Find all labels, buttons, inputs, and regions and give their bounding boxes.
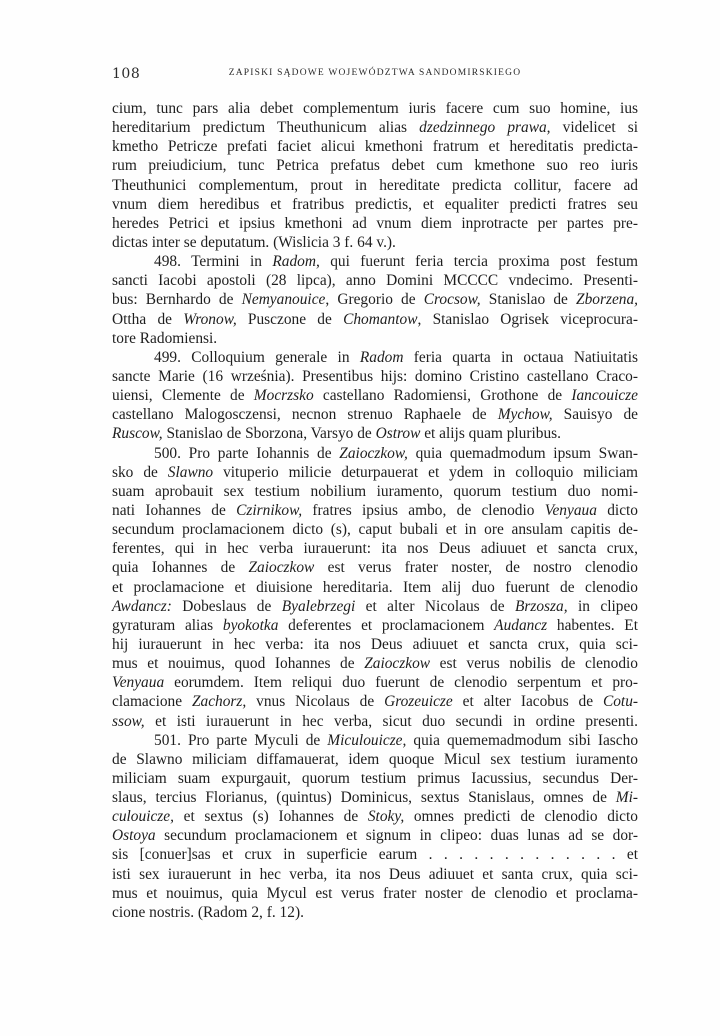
italic-name: Radom <box>359 348 404 366</box>
text-segment: secundum proclamacionem et signum in clipeo: duas lunas ad se dor- <box>155 827 638 845</box>
text-line <box>112 463 638 482</box>
text-segment: est verus nobilis de clenodio <box>430 655 638 673</box>
italic-name: Mocrzsko <box>253 387 314 405</box>
text-line <box>112 482 638 501</box>
text-segment: nati Iohannes de <box>112 501 237 519</box>
text-segment: uiensi, Clemente de <box>112 387 254 405</box>
text-segment: de Slawno miliciam diffamauerat, idem quoque Micul sex testium iuramento <box>112 750 638 768</box>
text-segment: sko de <box>112 463 168 481</box>
text-line <box>112 195 638 214</box>
italic-name: Byalebrzegi <box>281 597 356 615</box>
italic-name: Grozeuicze <box>384 693 453 711</box>
italic-name: Zborzena, <box>576 291 639 309</box>
text-segment: rum preiudicium, tunc Petrica prefatus debet cum kmethone suo reo iuris <box>112 157 638 175</box>
italic-name: Zaioczkow <box>248 559 315 577</box>
text-segment: miliciam suam expurgauit, quorum testium primus Iacussius, secundus Der- <box>112 769 638 787</box>
italic-name: Ostoya <box>112 827 156 845</box>
italic-name: Zachorz, <box>191 693 247 711</box>
italic-name: Venyaua <box>112 674 165 692</box>
text-segment: 498. Termini in <box>154 253 273 271</box>
text-segment: hij iurauerunt in hec verba: ita nos Deus adiuuet et sancta crux, quia sci- <box>112 635 638 653</box>
text-segment: est verus frater noster, de nostro clenodio <box>314 559 638 577</box>
text-line <box>112 310 638 329</box>
text-segment: vnum diem heredibus et fratribus predictis, et equaliter predicti fratres seu <box>112 195 638 213</box>
text-line <box>112 444 638 463</box>
text-line <box>112 233 638 252</box>
text-segment: videlicet si <box>550 119 638 137</box>
text-line <box>112 807 638 826</box>
text-line <box>112 865 638 884</box>
text-segment: 500. Pro parte Iohannis de <box>154 444 340 462</box>
text-segment: mus et nouimus, quia Mycul est verus frater noster de clenodio et proclama- <box>112 884 638 902</box>
text-segment: Theuthunici complementum, prout in hereditate predicta collitur, facere ad <box>112 176 638 194</box>
text-segment: deferentes et proclamacionem <box>278 616 495 634</box>
text-segment: gyraturam alias <box>112 616 223 634</box>
text-segment: , Stanislao Ogrisek viceprocura- <box>417 310 638 328</box>
text-segment: vituperio milicie deturpauerat et ydem in colloquio miliciam <box>213 463 638 481</box>
text-segment: eorumdem. Item reliqui duo fuerunt de clenodio serpentum et pro- <box>164 674 638 692</box>
text-segment: fratres ipsius ambo, de clenodio <box>302 501 545 519</box>
italic-name: Venyaua <box>544 501 597 519</box>
text-line <box>112 271 638 290</box>
text-segment: kmetho Petricze prefati faciet alicui kmethoni fratrum et hereditatis predicta- <box>112 138 638 156</box>
body-text <box>112 99 638 922</box>
text-line <box>112 348 638 367</box>
text-line <box>112 137 638 156</box>
text-line <box>112 501 638 520</box>
italic-name: Wronow, <box>183 310 237 328</box>
text-line <box>112 424 638 443</box>
text-segment: et alter Nicolaus de <box>355 597 515 615</box>
text-line <box>112 176 638 195</box>
text-segment: , Gregorio de <box>325 291 424 309</box>
text-segment: castellano Malogosczensi, necnon strenuo Raphaele de <box>112 406 498 424</box>
text-segment: cium, tunc pars alia debet complementum iuris facere cum suo homine, ius <box>112 100 638 117</box>
italic-name: Radom, <box>272 253 320 271</box>
text-segment: sancte Marie (16 września). Presentibus hijs: domino Cristino castellano Craco- <box>112 367 638 385</box>
text-segment: sis [conuer]sas et crux in superficie earum . . . . . . . . . . . . . et <box>112 846 638 864</box>
text-segment: 499. Colloquium generale in <box>154 348 360 366</box>
italic-name: Ostrow <box>375 425 421 443</box>
text-segment: secundum proclamacionem dicto (s), caput bubali et in ore ansulam capitis de- <box>112 521 638 539</box>
text-line <box>112 252 638 271</box>
text-line <box>112 520 638 539</box>
italic-name: ssow, <box>112 712 145 730</box>
italic-name: Crocsow, <box>423 291 481 309</box>
italic-name: Mi- <box>615 789 638 807</box>
italic-name: Nemyanouice <box>241 291 326 309</box>
text-segment: sancti Iacobi apostoli (28 lipca), anno Domini MCCCC vndecimo. Presenti- <box>112 272 638 290</box>
text-line <box>112 367 638 386</box>
text-segment: quia Iohannes de <box>112 559 249 577</box>
text-segment: quia quemadmodum ipsum Swan- <box>407 444 638 462</box>
text-line <box>112 405 638 424</box>
text-segment: 501. Pro parte Myculi de <box>154 731 328 749</box>
text-line <box>112 712 638 731</box>
text-segment: vnus Nicolaus de <box>246 693 385 711</box>
text-line <box>112 654 638 673</box>
text-line <box>112 769 638 788</box>
italic-name: Zaioczkow <box>364 655 431 673</box>
italic-name: Stoky, <box>367 808 405 826</box>
italic-name: dzedzinnego prawa, <box>419 119 551 137</box>
text-line <box>112 156 638 175</box>
text-segment: et alijs quam pluribus. <box>420 425 562 443</box>
text-segment: heredes Petrici et ipsius kmethoni ad vnum diem inprotracte per partes pre- <box>112 214 638 232</box>
text-segment: quia quememadmodum sibi Iascho <box>406 731 639 749</box>
italic-name: Chomantow <box>343 310 418 328</box>
text-segment: suam aprobauit sex testium nobilium iuramento, quorum testium duo nomi- <box>112 482 638 500</box>
text-segment: Pusczone de <box>236 310 344 328</box>
text-line <box>112 788 638 807</box>
text-line <box>112 826 638 845</box>
text-segment: castellano Radomiensi, Grothone de <box>313 387 572 405</box>
text-segment: feria quarta in octaua Natiuitatis <box>403 348 638 366</box>
page-header <box>112 66 638 86</box>
text-line <box>112 731 638 750</box>
text-line <box>112 578 638 597</box>
text-segment: et sextus (s) Iohannes de <box>173 808 368 826</box>
italic-name: Ruscow, <box>112 425 163 443</box>
italic-name: Miculouicze, <box>327 731 407 749</box>
text-line <box>112 845 638 864</box>
italic-name: culouicze, <box>112 808 174 826</box>
text-line <box>112 290 638 309</box>
text-segment: et isti iurauerunt in hec verba, sicut duo secundi in ordine presenti. <box>144 712 638 730</box>
text-segment: Stanislao de Sborzona, Varsyo de <box>162 425 376 443</box>
text-segment: hereditarium predictum Theuthunicum alias <box>112 119 420 137</box>
text-segment: Dobeslaus de <box>171 597 282 615</box>
italic-name: Awdancz: <box>112 597 172 615</box>
text-segment: dictas inter se deputatum. (Wislicia 3 f. 64 v.). <box>112 233 396 251</box>
text-segment: cione nostris. (Radom 2, f. 12). <box>112 903 304 921</box>
text-line <box>112 99 638 118</box>
text-line <box>112 692 638 711</box>
text-line <box>112 750 638 769</box>
text-segment: habentes. Et <box>547 616 638 634</box>
italic-name: Cotu- <box>602 693 639 711</box>
text-segment: isti sex iurauerunt in hec verba, ita nos Deus adiuuet et santa crux, quia sci- <box>112 865 638 883</box>
text-segment: tore Radomiensi. <box>112 329 218 347</box>
italic-name: Slawno <box>167 463 214 481</box>
text-line <box>112 386 638 405</box>
italic-name: Mychow, <box>497 406 553 424</box>
text-segment: in clipeo <box>567 597 638 615</box>
text-line <box>112 558 638 577</box>
text-segment: bus: Bernhardo de <box>112 291 242 309</box>
page-number: 108 <box>112 66 141 82</box>
text-line <box>112 635 638 654</box>
text-segment: Stanislao de <box>480 291 577 309</box>
italic-name: byokotka <box>222 616 279 634</box>
text-segment: omnes predicti de clenodio dicto <box>404 808 638 826</box>
text-line <box>112 214 638 233</box>
italic-name: Czirnikow, <box>236 501 303 519</box>
text-segment: slaus, tercius Florianus, (quintus) Dominicus, sextus Stanislaus, omnes de <box>112 789 616 807</box>
running-title: ZAPISKI SĄDOWE WOJEWÓDZTWA SANDOMIRSKIEGO <box>228 68 522 78</box>
text-line <box>112 118 638 137</box>
text-line <box>112 597 638 616</box>
italic-name: Iancouicze <box>571 387 638 405</box>
text-segment: clamacione <box>112 693 192 711</box>
text-segment: dicto <box>596 501 639 519</box>
text-segment: mus et nouimus, quod Iohannes de <box>112 655 365 673</box>
text-segment: qui fuerunt feria tercia proxima post festum <box>319 253 638 271</box>
text-line <box>112 329 638 348</box>
italic-name: Zaioczkow, <box>339 444 408 462</box>
text-line <box>112 616 638 635</box>
text-line <box>112 673 638 692</box>
text-segment: et alter Iacobus de <box>452 693 603 711</box>
text-segment: Sauisyo de <box>552 406 638 424</box>
text-line <box>112 539 638 558</box>
text-segment: ferentes, qui in hec verba iurauerunt: ita nos Deus adiuuet et sancta crux, <box>112 540 638 558</box>
italic-name: Brzosza, <box>514 597 568 615</box>
italic-name: Audancz <box>494 616 548 634</box>
text-line <box>112 903 638 922</box>
text-segment: et proclamacione et diuisione hereditaria. Item alij duo fuerunt de clenodio <box>112 578 638 596</box>
text-segment: Ottha de <box>112 310 184 328</box>
text-line <box>112 884 638 903</box>
